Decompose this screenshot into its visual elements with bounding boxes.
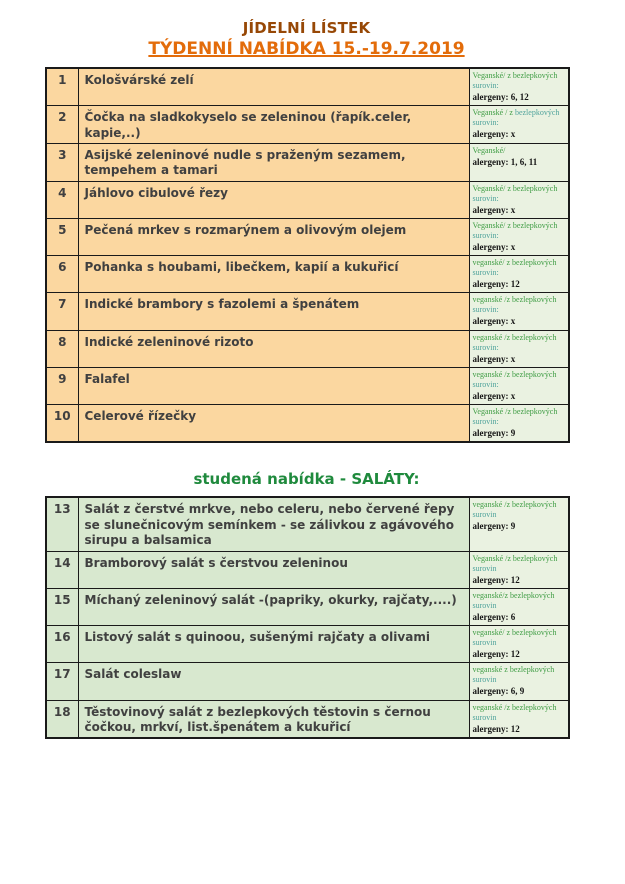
title-block — [45, 18, 568, 61]
dish-name: Salát coleslaw — [78, 663, 469, 700]
vegan-label: veganské /z bezlepkových — [472, 369, 557, 379]
allergens-label: alergeny: x — [472, 241, 516, 252]
surovin-label: surovin: — [472, 193, 499, 203]
allergens-label: alergeny: 1, 6, 11 — [472, 156, 538, 167]
menu-row-8 — [46, 330, 569, 367]
page-subtitle: TÝDENNÍ NABÍDKA 15.-19.7.2019 — [148, 39, 465, 59]
row-number: 8 — [46, 330, 78, 367]
menu-row-7 — [46, 293, 569, 330]
allergens-label: alergeny: 12 — [472, 723, 520, 734]
row-number: 2 — [46, 106, 78, 144]
diet-info-cell — [469, 293, 569, 330]
surovin-label: surovin: — [472, 268, 499, 278]
surovin-label: surovin — [472, 510, 497, 520]
allergens-label: alergeny: 6, 12 — [472, 92, 529, 102]
row-number: 9 — [46, 367, 78, 404]
dish-name: Celerové řízečky — [78, 405, 469, 443]
vegan-label: veganské/ z bezlepkových — [472, 258, 557, 268]
surovin-label: surovin: — [472, 305, 499, 315]
dish-name: Indické brambory s fazolemi a špenátem — [78, 293, 469, 330]
vegan-label: Veganské /z bezlepkových — [472, 553, 558, 563]
menu-row-3 — [46, 143, 569, 181]
menu-row-16 — [46, 626, 569, 663]
dish-name: Listový salát s quinoou, sušenými rajčaty a olivami — [78, 626, 469, 663]
dish-name: Falafel — [78, 367, 469, 404]
vegan-label: veganské /z bezlepkových — [472, 500, 557, 510]
surovin-label: surovin — [472, 600, 497, 610]
vegan-label: Veganské/ z bezlepkových — [472, 183, 558, 193]
diet-info-cell — [469, 700, 569, 738]
dish-name: Salát z čerstvé mrkve, nebo celeru, nebo červené řepy se slunečnicovým semínkem - se zálivkou z agávového sirupu a balsamica — [78, 497, 469, 551]
diet-info-cell — [469, 588, 569, 625]
dish-name: Pečená mrkev s rozmarýnem a olivovým olejem — [78, 218, 469, 255]
row-number: 13 — [46, 497, 78, 551]
diet-info-cell — [469, 551, 569, 588]
diet-info-cell — [469, 497, 569, 551]
diet-info-cell — [469, 367, 569, 404]
dish-name: Míchaný zeleninový salát -(papriky, okurky, rajčaty,....) — [78, 588, 469, 625]
allergens-label: alergeny: x — [472, 353, 516, 364]
row-number: 6 — [46, 256, 78, 293]
vegan-label: Veganské / z — [472, 108, 513, 118]
allergens-label: alergeny: 12 — [472, 574, 520, 585]
diet-info-cell — [469, 106, 569, 144]
row-number: 3 — [46, 143, 78, 181]
allergens-label: alergeny: 12 — [472, 649, 520, 660]
vegan-label: Veganské /z bezlepkových — [472, 407, 558, 417]
diet-info-cell — [469, 143, 569, 181]
dish-name: Bramborový salát s čerstvou zeleninou — [78, 551, 469, 588]
menu-row-5 — [46, 218, 569, 255]
vegan-label: Veganské/ — [472, 145, 506, 155]
allergens-label: alergeny: 9 — [472, 428, 516, 439]
allergens-label: alergeny: x — [472, 316, 516, 327]
dish-name: Čočka na sladkokyselo se zeleninou (řapík.celer, kapie,..) — [78, 106, 469, 144]
vegan-label: veganské/z bezlepkových — [472, 590, 555, 600]
diet-info-cell — [469, 405, 569, 443]
menu-row-10 — [46, 405, 569, 443]
diet-info-cell — [469, 330, 569, 367]
page-title: JÍDELNÍ LÍSTEK — [242, 19, 371, 37]
vegan-label: veganské z bezlepkových — [472, 665, 555, 675]
menu-row-15 — [46, 588, 569, 625]
allergens-label: alergeny: x — [472, 129, 516, 140]
surovin-label: surovin: — [472, 342, 499, 352]
surovin-label: surovin: — [472, 81, 499, 90]
row-number: 15 — [46, 588, 78, 625]
diet-info-cell — [469, 626, 569, 663]
allergens-label: alergeny: x — [472, 204, 516, 215]
surovin-label: surovin — [472, 638, 497, 648]
menu-row-4 — [46, 181, 569, 218]
diet-info-cell — [469, 256, 569, 293]
menu-row-2 — [46, 106, 569, 144]
surovin-label: surovin: — [472, 379, 499, 389]
diet-info-cell — [469, 68, 569, 106]
vegan-label: veganské/ z bezlepkových — [472, 628, 557, 638]
dish-name: Těstovinový salát z bezlepkových těstovin s černou čočkou, mrkví, list.špenátem a kukuřicí — [78, 700, 469, 738]
menu-row-17 — [46, 663, 569, 700]
menu-row-13 — [46, 497, 569, 551]
surovin-label: surovin: — [472, 230, 499, 240]
row-number: 17 — [46, 663, 78, 700]
row-number: 18 — [46, 700, 78, 738]
row-number: 16 — [46, 626, 78, 663]
allergens-label: alergeny: 12 — [472, 279, 520, 290]
vegan-label: Veganské/ z bezlepkových — [472, 71, 558, 80]
surovin-label: surovin — [472, 712, 497, 722]
row-number: 10 — [46, 405, 78, 443]
vegan-label: veganské /z bezlepkových — [472, 295, 557, 305]
menu-row-18 — [46, 700, 569, 738]
dish-name: Asijské zeleninové nudle s praženým sezamem, tempehem a tamari — [78, 143, 469, 181]
allergens-label: alergeny: 9 — [472, 521, 516, 532]
surovin-label: surovin: — [472, 417, 499, 427]
weekly-menu-table — [45, 67, 570, 443]
salads-section-title: studená nabídka - SALÁTY: — [193, 470, 420, 489]
surovin-label: bezlepkových surovin: — [472, 108, 560, 128]
diet-info-cell — [469, 663, 569, 700]
salads-menu-table — [45, 496, 570, 739]
row-number: 4 — [46, 181, 78, 218]
surovin-label: surovin — [472, 563, 497, 573]
row-number: 1 — [46, 68, 78, 106]
diet-info-cell — [469, 218, 569, 255]
menu-row-14 — [46, 551, 569, 588]
vegan-label: Veganské/ z bezlepkových — [472, 220, 558, 230]
menu-row-1 — [46, 68, 569, 106]
allergens-label: alergeny: x — [472, 390, 516, 401]
allergens-label: alergeny: 6 — [472, 611, 516, 622]
allergens-label: alergeny: 6, 9 — [472, 686, 525, 697]
row-number: 5 — [46, 218, 78, 255]
dish-name: Pohanka s houbami, libečkem, kapií a kukuřicí — [78, 256, 469, 293]
dish-name: Jáhlovo cibulové řezy — [78, 181, 469, 218]
surovin-label: surovin — [472, 675, 497, 685]
diet-info-cell — [469, 181, 569, 218]
dish-name: Kološvárské zelí — [78, 68, 469, 106]
dish-name: Indické zeleninové rizoto — [78, 330, 469, 367]
row-number: 14 — [46, 551, 78, 588]
menu-row-9 — [46, 367, 569, 404]
menu-row-6 — [46, 256, 569, 293]
vegan-label: veganské /z bezlepkových — [472, 702, 557, 712]
vegan-label: veganské /z bezlepkových — [472, 332, 557, 342]
row-number: 7 — [46, 293, 78, 330]
